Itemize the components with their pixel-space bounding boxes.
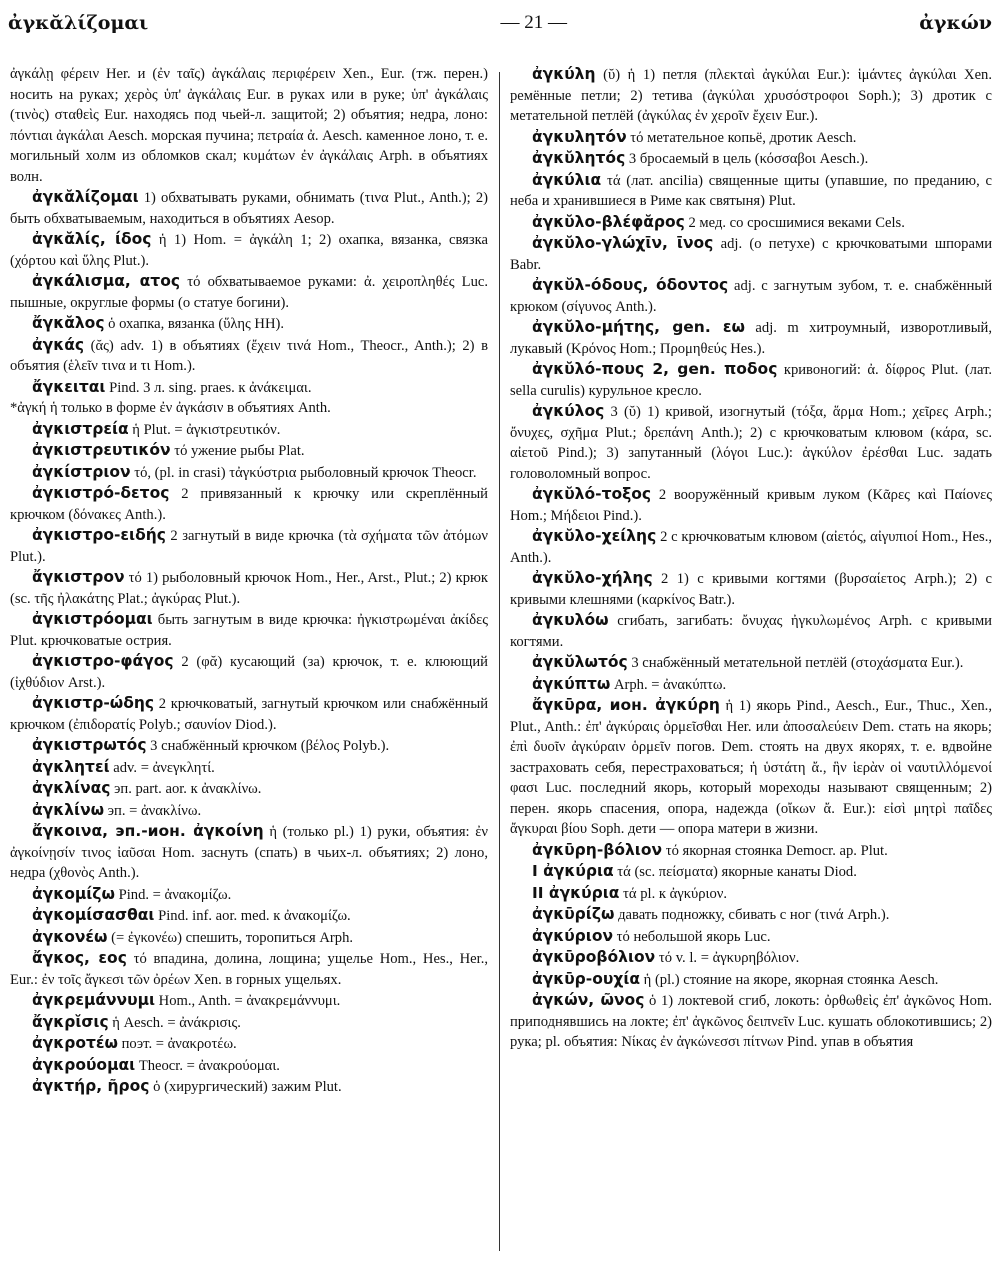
dictionary-entry [510, 275, 992, 317]
dictionary-entry [10, 187, 488, 229]
entry-headword: ἀγκύλη [532, 65, 596, 83]
left-column [10, 64, 488, 1257]
entry-definition: τά (лат. ancilia) священные щиты (упавшие, по преданию, с неба и хранившиеся в Риме как святыня) Plut. [510, 172, 992, 209]
entry-definition: ἡ 1) якорь Pind., Aesch., Eur., Thuc., Xen., Plut., Anth.: ἐπ' ἀγκύραις ὁρμεῖσθαι Her. или ἀποσαλεύειν Dem. стать на якорь; ἐπὶ δυοῖν ἀγκύραιν ὁρμεῖν погов. Dem. стоять на двух якорях, т. е. вдвойне застраховать себя, перестраховаться; ἡ ὑστάτη ἄ., ἣν ἱερὰν οἱ ναυτιλλόμενοί φασι Luc. последний якорь, который мореходы называют священным; 2) перен. якорь спасения, опора, надежда (οἴκων ἄ. Eur.): εἰσὶ μητρὶ παῖδες ἄγκυραι βίου Soph. дети — опора матери в жизни. [510, 698, 992, 837]
dictionary-entry [510, 212, 992, 234]
entry-headword: ἀγκύριον [532, 926, 614, 945]
entry-definition: быть загнутым в виде крючка: ἠγκιστρωμέναι ἀκίδες Plut. крючковатые острия. [10, 612, 488, 649]
entry-definition: τό впадина, долина, лощина; ущелье Hom., Hes., Her., Eur.: ἐν τοῖς ἄγκεσι τῶν ὀρέων Xen. в горных ущельях. [10, 951, 488, 988]
entry-definition: давать подножку, сбивать с ног (τινά Arph.). [614, 907, 890, 923]
entry-headword: ἀγκάς [32, 335, 85, 354]
entry-headword: ἄγκῡρα, ион. ἀγκύρη [532, 696, 720, 714]
entry-headword: ἀγκιστρ-ώδης [32, 694, 155, 712]
entry-headword: ἀγκᾰλίς, ίδος [32, 230, 152, 248]
entry-definition: кривоногий: ἀ. δίφρος Plut. (лат. sella curulis) курульное кресло. [510, 362, 992, 399]
page-number: — 21 — [500, 12, 567, 33]
entry-definition: эп. part. aor. к ἀνακλίνω. [110, 781, 262, 797]
dictionary-entry [10, 440, 488, 462]
entry-headword: ἀγκιστρευτικόν [32, 441, 171, 459]
entry-headword: ἀγκῠλο-μήτης, gen. εω [532, 318, 745, 336]
entry-definition: Pind. inf. aor. med. к ἀνακομίζω. [154, 908, 351, 924]
entry-headword: ἀγκίστριον [32, 462, 131, 481]
dictionary-entry [510, 64, 992, 127]
entry-definition: Pind. = ἀνακομίζω. [114, 886, 232, 903]
dictionary-entry [10, 64, 488, 187]
dictionary-entry [10, 821, 488, 884]
dictionary-entry [510, 990, 992, 1053]
entry-definition: τό якорная стоянка Democr. ap. Plut. [662, 842, 888, 859]
dictionary-entry [10, 948, 488, 990]
entry-headword: ἀγκονέω [32, 927, 108, 946]
entry-headword: ἀγκῡροβόλιον [532, 948, 656, 966]
entry-definition: (ᾰς) adv. 1) в объятиях (ἔχειν τινά Hom., Theocr., Anth.); 2) в объятия (ἑλεῖν τινα и τι Hom.). [10, 337, 488, 374]
dictionary-entry [10, 377, 488, 399]
entry-definition: (ῠ) ἡ 1) петля (πλεκταὶ ἀγκύλαι Eur.): ἱμάντες ἀγκύλαι Xen. ремённые петли; 2) тетива (ἀγκύλαι χρυσόστροφοι Soph.); 3) дротик с метательной петлёй (ἀγκύλας ἐν χεροῖν ἔχειν Eur.). [510, 67, 992, 124]
dictionary-entry [10, 884, 488, 906]
entry-definition: сгибать, загибать: ὄνυχας ἠγκυλωμένος Arph. с кривыми когтями. [510, 613, 992, 650]
dictionary-entry [10, 335, 488, 377]
entry-headword: ἀγκιστρο-φάγος [32, 652, 174, 670]
dictionary-entry [10, 757, 488, 779]
entry-headword: ἀγκιστρόομαι [32, 610, 153, 628]
dictionary-entry [10, 990, 488, 1012]
entry-definition: τό 1) рыболовный крючок Hom., Her., Arst., Plut.; 2) крюк (sc. τῆς ἠλακάτης Plat.; ἀγκύρας Plut.). [10, 570, 488, 607]
entry-headword: ἄγκιστρον [32, 568, 125, 586]
header-right-guide-word: ἀγκών [919, 12, 992, 34]
entry-definition: ἡ 1) Hom. = ἀγκάλη 1; 2) охапка, вязанка, связка (χόρτου καὶ ὕλης Plut.). [10, 232, 488, 269]
dictionary-entry [10, 651, 488, 693]
entry-definition: 2 мед. со сросшимися веками Cels. [684, 214, 905, 231]
dictionary-entry [510, 359, 992, 401]
entry-headword: ἄγκᾰλος [32, 314, 105, 332]
entry-definition: adj. m хитроумный, изворотливый, лукавый (Κρόνος Hom.; Προμηθεύς Hes.). [510, 320, 992, 357]
dictionary-entry [10, 525, 488, 567]
dictionary-entry [10, 1076, 488, 1098]
entry-definition: ἡ (только pl.) 1) руки, объятия: ἐν ἀγκοίνῃσίν τινος ἰαῦσαι Hom. заснуть (спать) в чьих-л. объятиях; 2) лоно, недра (χθονὸς Anth.). [10, 824, 488, 881]
dictionary-entry [10, 483, 488, 525]
dictionary-entry [10, 462, 488, 484]
entry-definition: ἀγκάλῃ φέρειν Her. и (ἐν ταῖς) ἀγκάλαις περιφέρειν Xen., Eur. (тж. перен.) носить на руках; χερὸς ὑπ' ἀγκάλαις Eur. в руках или в руке; ὑπ' ἀγκάλαις (τινὸς) σταθεὶς Eur. находясь под чьей-л. защитой; 2) объятия; недра, лоно: πόντιαι ἀγκάλαι Aesch. морская пучина; πετραία ἀ. Aesch. каменное лоно, т. е. могильный холм из обломков скал; κυμάτων ἐν ἀγκάλαις Arph. в объятиях волн. [10, 66, 488, 185]
entry-headword: ἀγκομίσασθαι [32, 906, 155, 924]
entry-headword: ἀγκῠλο-βλέφᾰρος [532, 212, 685, 231]
entry-headword: ἀγκῠλό-τοξος [532, 485, 652, 503]
entry-definition: τά (sc. πείσματα) якорные канаты Diod. [613, 864, 857, 880]
dictionary-entry [10, 398, 488, 419]
entry-definition: (= ἐγκονέω) спешить, торопиться Arph. [107, 929, 354, 946]
entry-definition: Theocr. = ἀνακρούομαι. [135, 1057, 280, 1074]
dictionary-entry [510, 127, 992, 149]
entry-headword: ἀγκύλια [532, 170, 602, 189]
entry-definition: τό ужение рыбы Plat. [170, 443, 305, 459]
dictionary-entry [510, 526, 992, 568]
dictionary-entry [510, 904, 992, 926]
entry-headword: ἀγκροτέω [32, 1034, 118, 1052]
dictionary-entry [510, 861, 992, 883]
header-left-guide-word: ἀγκᾰλίζομαι [8, 12, 149, 34]
entry-definition: 3 (ῠ) 1) кривой, изогнутый (τόξα, ἅρμα Hom.; χεῖρες Arph.; ὄνυχες, σχῆμα Plut.; δρεπάνη Anth.); 2) с крючковатым клювом (κάρα, sc. αἰετοῦ Pind.); 3) запутанный (λόγοι Luc.): ἀγκύλον ἐρέσθαι Luc. задать головоломный вопрос. [510, 404, 992, 482]
entry-definition: 2 загнутый в виде крючка (τὰ σχήματα τῶν ἀτόμων Plut.). [10, 528, 488, 565]
entry-headword: ἄγκοινα, эп.-ион. ἀγκοίνη [32, 822, 264, 840]
entry-definition: поэт. = ἀνακροτέω. [117, 1036, 237, 1052]
entry-headword: ἀγκῠλο-χήλης [532, 569, 653, 587]
entry-headword: ἀγκῡρίζω [532, 905, 615, 923]
entry-headword: ἀγκιστρεία [32, 419, 129, 438]
entry-definition: ὁ (хирургический) зажим Plut. [149, 1079, 342, 1095]
entry-headword: ἀγκῠλο-χείλης [532, 527, 657, 545]
entry-definition: τό v. l. = ἀγκυρηβόλιον. [655, 950, 800, 966]
dictionary-entry [10, 800, 488, 822]
dictionary-entry [510, 947, 992, 969]
entry-definition: τά pl. к ἀγκύριον. [619, 885, 728, 902]
entry-headword: II ἀγκύρια [532, 883, 620, 902]
entry-headword: ἀγκᾰλίζομαι [32, 188, 139, 206]
dictionary-entry [10, 1012, 488, 1034]
entry-headword: ἀγκύλος [532, 402, 605, 420]
entry-definition: τό метательное копьё, дротик Aesch. [626, 129, 857, 146]
dictionary-entry [510, 674, 992, 696]
dictionary-entry [510, 317, 992, 359]
entry-definition: 2 1) с кривыми когтями (βυρσαίετος Arph.); 2) с кривыми клешнями (καρκίνος Batr.). [510, 571, 992, 608]
entry-definition: adv. = ἀνεγκλητί. [109, 759, 215, 776]
entry-headword: I ἀγκύρια [532, 862, 614, 880]
entry-definition: 2 крючковатый, загнутый крючком или снабжённый крючком (ἐπιδορατίς Polyb.; σαυνίον Diod.). [10, 696, 488, 733]
entry-definition: 3 снабжённый крючком (βέλος Polyb.). [146, 738, 390, 754]
dictionary-entry [10, 778, 488, 800]
entry-definition: Pind. 3 л. sing. praes. к ἀνάκειμαι. [105, 379, 312, 396]
entry-headword: ἀγκυλητόν [532, 127, 627, 146]
entry-headword: ἀγκάλισμα, ατος [32, 272, 181, 290]
entry-headword: ἄγκρῐσις [32, 1012, 109, 1031]
entry-definition: 3 снабжённый метательной петлёй (στοχάσματα Eur.). [627, 655, 964, 671]
dictionary-entry [10, 609, 488, 651]
dictionary-entry [510, 401, 992, 484]
page-header [8, 6, 992, 40]
dictionary-entry [10, 229, 488, 271]
entry-headword: ἀγκλίνω [32, 800, 105, 819]
entry-headword: ἀγκών, ῶνος [532, 991, 645, 1009]
entry-headword: ἀγκρούομαι [32, 1055, 136, 1074]
entry-headword: ἀγκῠλ-όδους, όδοντος [532, 276, 729, 294]
dictionary-entry [510, 233, 992, 275]
entry-headword: ἄγκος, εος [32, 949, 127, 967]
entry-headword: ἀγκῠλό-πους 2, gen. ποδος [532, 360, 778, 378]
entry-headword: ἀγκλητεί [32, 757, 110, 776]
entry-definition: τό небольшой якорь Luc. [613, 928, 771, 945]
entry-definition: ἡ (pl.) стояние на якоре, якорная стоянка Aesch. [640, 971, 939, 988]
entry-definition: τό обхватываемое руками: ἀ. χειροπληθές Luc. пышные, округлые формы (о статуе богини). [10, 274, 488, 311]
entry-headword: ἀγκιστρωτός [32, 736, 147, 754]
entry-definition: *ἀγκή ἡ только в форме ἐν ἀγκάσιν в объятиях Anth. [10, 400, 331, 416]
page-body [10, 64, 992, 1257]
dictionary-entry [510, 969, 992, 991]
entry-definition: τό, (pl. in crasi) τἀγκύστρια рыболовный крючок Theocr. [130, 464, 477, 481]
entry-definition: 2 привязанный к крючку или скреплённый крючком (δόνακες Anth.). [10, 486, 488, 523]
entry-definition: adj. с загнутым зубом, т. е. снабжённый крюком (σίγυνος Anth.). [510, 278, 992, 315]
entry-definition: ἡ Plut. = ἀγκιστρευτικόν. [128, 421, 281, 438]
entry-definition: 2 вооружённый кривым луком (Κᾶρες καὶ Παίονες Hom.; Μήδειοι Pind.). [510, 487, 992, 524]
entry-headword: ἀγκομίζω [32, 884, 115, 903]
dictionary-entry [10, 567, 488, 609]
dictionary-entry [510, 695, 992, 840]
entry-headword: ἀγκύπτω [532, 674, 611, 693]
entry-definition: ὁ 1) локтевой сгиб, локоть: ὀρθωθεὶς ἐπ' ἀγκῶνος Hom. приподнявшись на локте; ἐπ' ἀγκῶνος δειπνεῖν Luc. кушать облокотившись; 2) рука; pl. объятия: Νίκας ἐν ἀγκώνεσσι πίτνων Pind. упав в объятия [510, 993, 992, 1050]
entry-definition: 3 бросаемый в цель (κόσσαβοι Aesch.). [625, 151, 869, 167]
entry-definition: 1) обхватывать руками, обнимать (τινα Plut., Anth.); 2) быть обхватываемым, находиться в объятиях Aesop. [10, 190, 488, 227]
dictionary-entry [510, 170, 992, 212]
dictionary-entry [10, 1055, 488, 1077]
entry-headword: ἀγκιστρό-δετος [32, 484, 170, 502]
dictionary-entry [10, 419, 488, 441]
entry-headword: ἀγκυλόω [532, 611, 609, 629]
entry-headword: ἀγκῡρ-ουχία [532, 969, 641, 988]
entry-definition: Arph. = ἀνακύπτω. [610, 676, 727, 693]
dictionary-entry [510, 883, 992, 905]
entry-headword: ἀγκῠλο-γλώχῑν, ῑνος [532, 234, 714, 252]
entry-headword: ἀγκτήρ, ῆρος [32, 1077, 150, 1095]
dictionary-entry [510, 840, 992, 862]
dictionary-entry [10, 313, 488, 335]
entry-definition: эп. = ἀνακλίνω. [104, 802, 202, 819]
dictionary-entry [10, 927, 488, 949]
entry-headword: ἀγκλίνας [32, 779, 111, 797]
entry-headword: ἀγκῡρη-βόλιον [532, 840, 663, 859]
dictionary-entry [10, 905, 488, 927]
entry-definition: adj. (о петухе) с крючковатыми шпорами Babr. [510, 236, 992, 273]
dictionary-entry [10, 1033, 488, 1055]
entry-definition: ὁ охапка, вязанка (ὕλης HH). [104, 316, 285, 332]
dictionary-entry [510, 568, 992, 610]
dictionary-entry [510, 484, 992, 526]
dictionary-entry [510, 926, 992, 948]
entry-definition: Hom., Anth. = ἀνακρεμάννυμι. [155, 993, 341, 1009]
entry-headword: ἀγκῠλητός [532, 149, 626, 167]
dictionary-entry [10, 693, 488, 735]
entry-headword: ἄγκειται [32, 377, 106, 396]
entry-definition: 2 с крючковатым клювом (αἰετός, αἰγυπιοί Hom., Hes., Anth.). [510, 529, 992, 566]
dictionary-entry [10, 271, 488, 313]
entry-definition: 2 (φᾰ) кусающий (за) крючок, т. е. клюющий (ἰχθύδιον Arst.). [10, 654, 488, 691]
dictionary-entry [10, 735, 488, 757]
dictionary-entry [510, 148, 992, 170]
right-column [510, 64, 992, 1257]
dictionary-entry [510, 652, 992, 674]
entry-headword: ἀγκῠλωτός [532, 653, 628, 671]
dictionary-entry [510, 610, 992, 652]
entry-headword: ἀγκρεμάννυμι [32, 991, 156, 1009]
column-divider [499, 72, 500, 1251]
entry-headword: ἀγκιστρο-ειδής [32, 526, 166, 544]
entry-definition: ἡ Aesch. = ἀνάκρισις. [108, 1014, 241, 1031]
